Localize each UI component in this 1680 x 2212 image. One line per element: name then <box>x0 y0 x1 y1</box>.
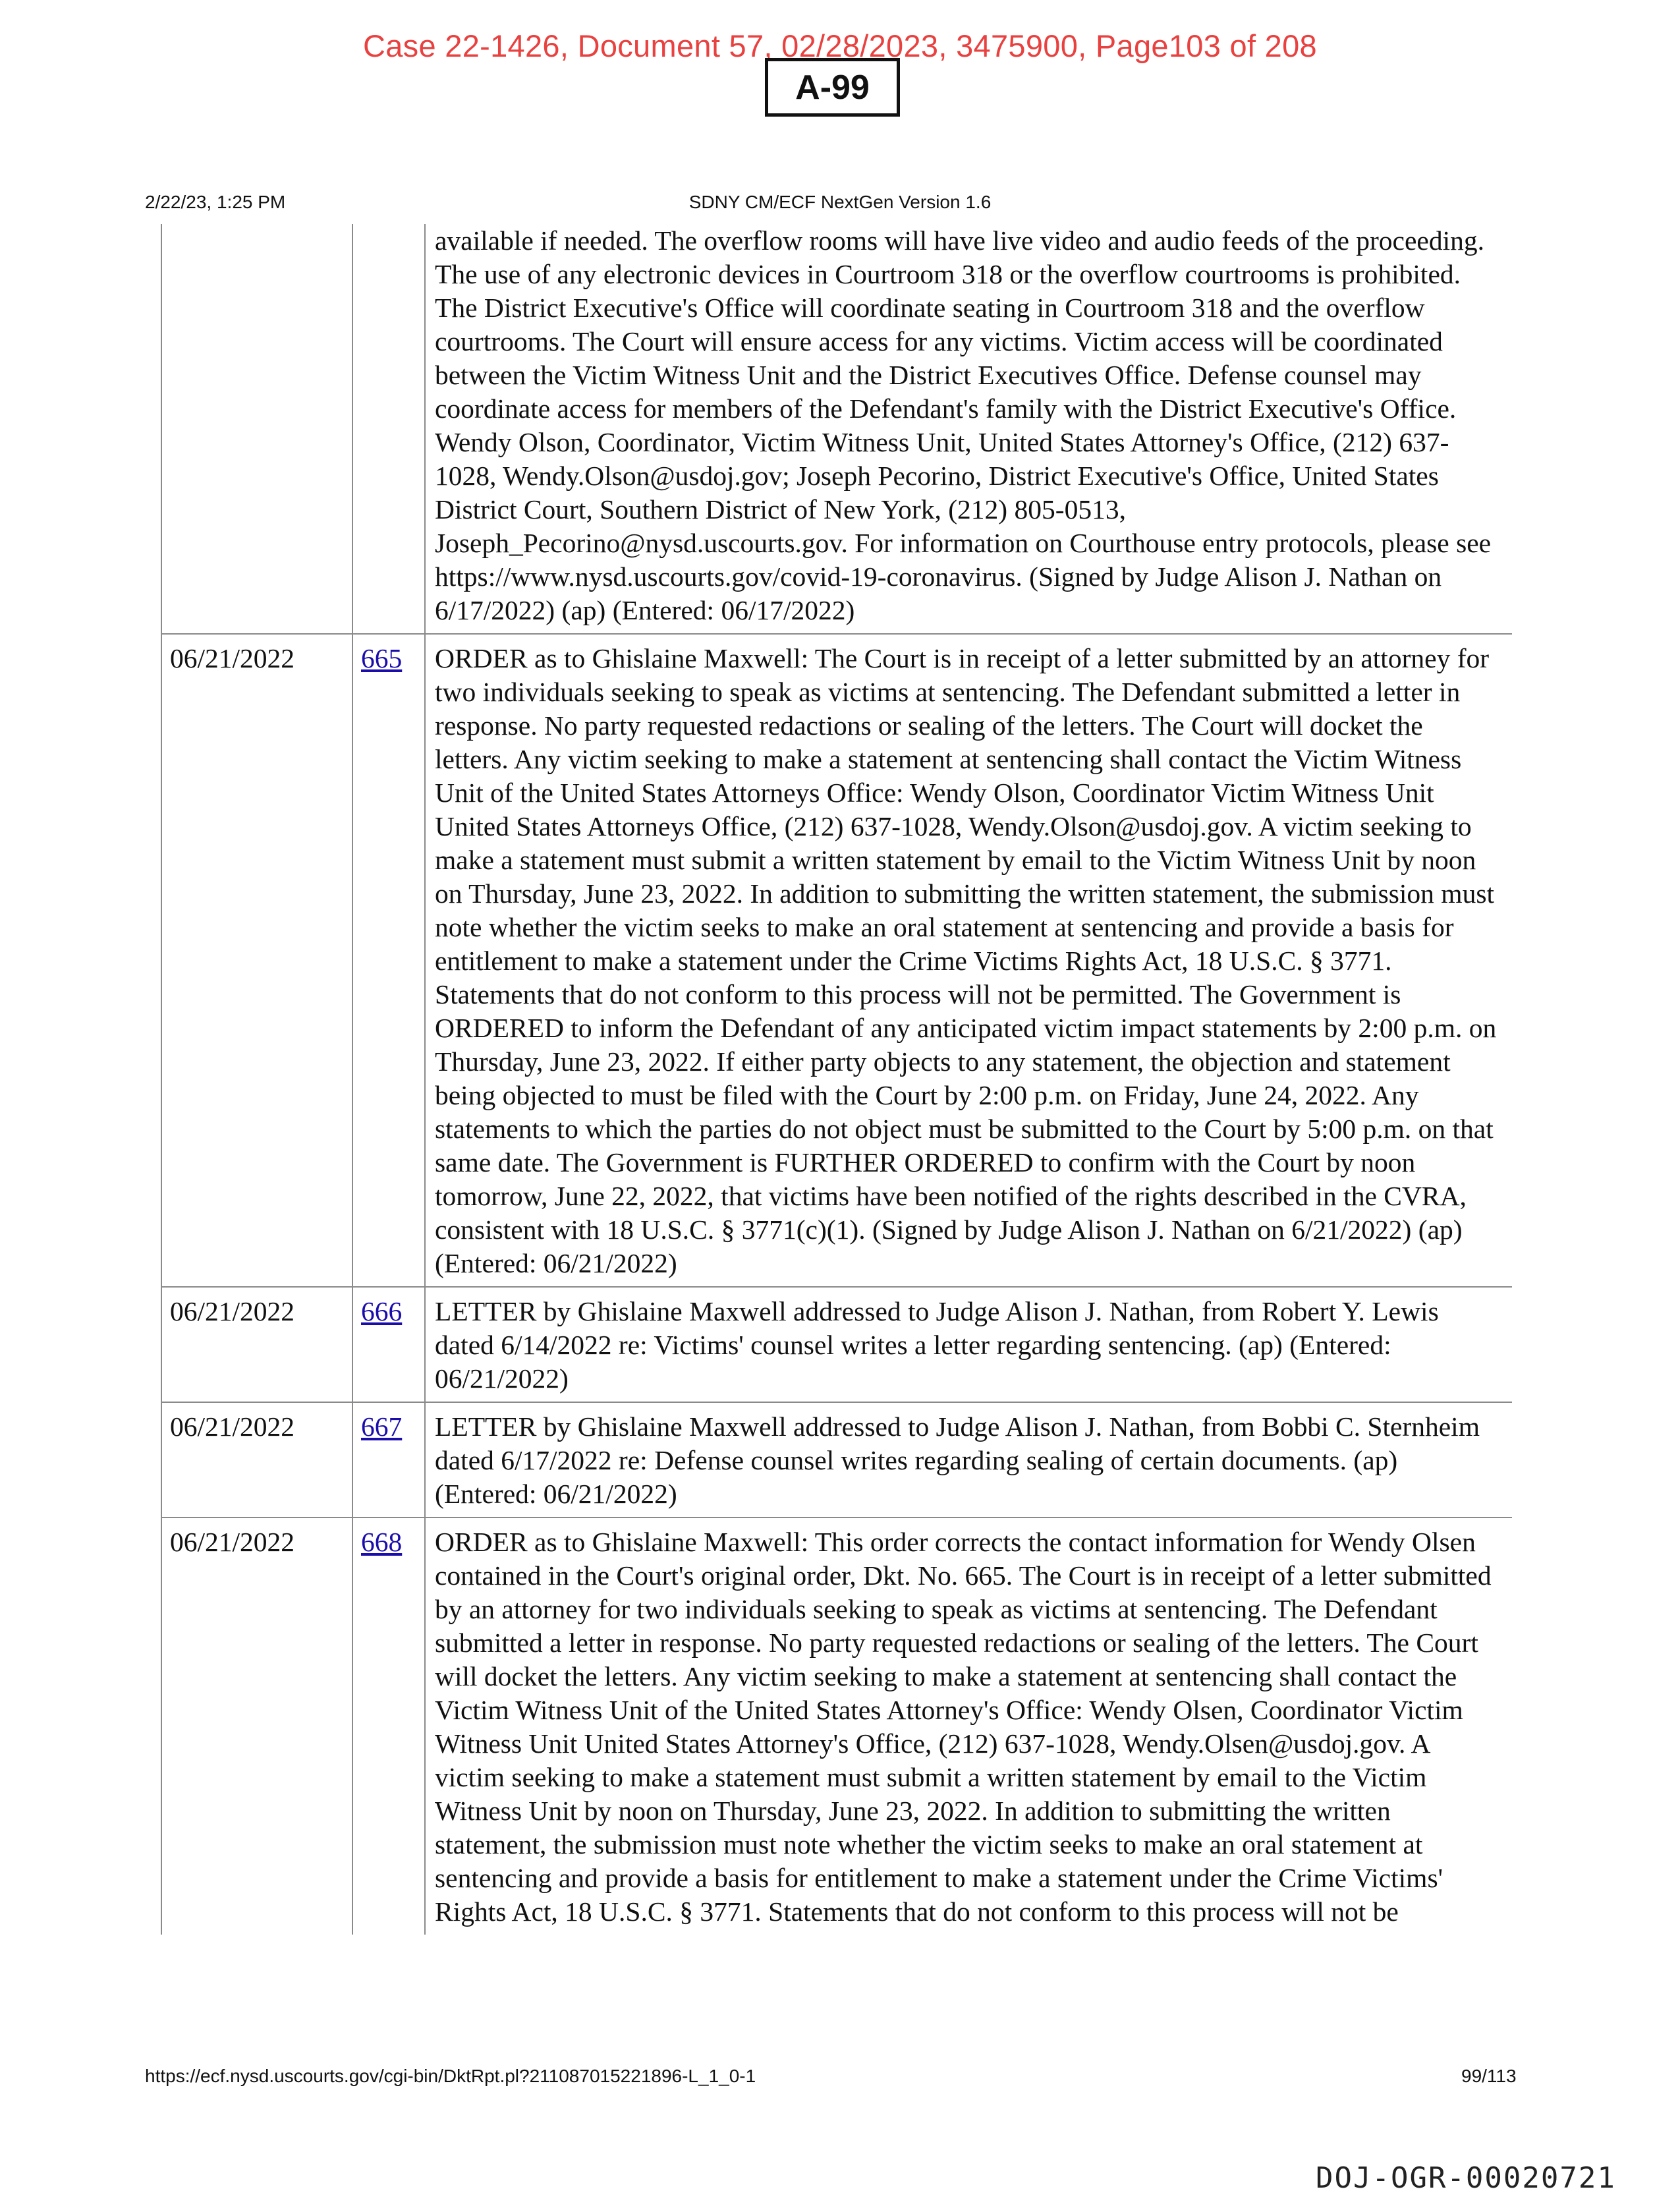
docket-row <box>161 1517 1512 1935</box>
docket-table-area <box>161 224 1512 2055</box>
entry-number <box>352 224 425 634</box>
entry-date: 06/21/2022 <box>161 634 352 1287</box>
docket-link-665[interactable]: 665 <box>361 643 403 673</box>
entry-text: available if needed. The overflow rooms will have live video and audio feeds of the proceeding. The use of any electronic devices in Courtroom 318 or the overflow courtrooms is prohibited. The District Executive's Office will coordinate seating in Courtroom 318 and the overflow courtrooms. The Court will ensure access for any victims. Victim access will be coordinated between the Victim Witness Unit and the District Executives Office. Defense counsel may coordinate access for members of the Defendant's family with the District Executive's Office. Wendy Olson, Coordinator, Victim Witness Unit, United States Attorney's Office, (212) 637-1028, Wendy.Olson@usdoj.gov; Joseph Pecorino, District Executive's Office, United States District Court, Southern District of New York, (212) 805-0513, Joseph_Pecorino@nysd.uscourts.gov. For information on Courthouse entry protocols, please see https://www.nysd.uscourts.gov/covid-19-coronavirus. (Signed by Judge Alison J. Nathan on 6/17/2022) (ap) (Entered: 06/17/2022) <box>425 224 1512 634</box>
docket-row <box>161 224 1512 634</box>
entry-number-cell <box>352 634 425 1287</box>
docket-link-668[interactable]: 668 <box>361 1527 403 1557</box>
footer-url: https://ecf.nysd.uscourts.gov/cgi-bin/DktRpt.pl?211087015221896-L_1_0-1 <box>145 2066 756 2086</box>
docket-row <box>161 1402 1512 1517</box>
entry-text: LETTER by Ghislaine Maxwell addressed to Judge Alison J. Nathan, from Bobbi C. Sternheim dated 6/17/2022 re: Defense counsel writes regarding sealing of certain documents. (ap) (Entered: 06/21/2022) <box>425 1402 1512 1517</box>
case-header: Case 22-1426, Document 57, 02/28/2023, 3475900, Page103 of 208 <box>363 28 1317 63</box>
bates-stamp: DOJ-OGR-00020721 <box>1316 2161 1616 2195</box>
exhibit-label: A-99 <box>765 58 900 117</box>
entry-number-cell <box>352 1402 425 1517</box>
print-datetime: 2/22/23, 1:25 PM <box>145 192 286 212</box>
entry-date: 06/21/2022 <box>161 1517 352 1935</box>
docket-link-666[interactable]: 666 <box>361 1296 403 1326</box>
entry-text: ORDER as to Ghislaine Maxwell: The Court is in receipt of a letter submitted by an attorney for two individuals seeking to speak as victims at sentencing. The Defendant submitted a letter in response. No party requested redactions or sealing of the letters. The Court will docket the letters. Any victim seeking to make a statement at sentencing shall contact the Victim Witness Unit of the United States Attorneys Office: Wendy Olson, Coordinator Victim Witness Unit United States Attorneys Office, (212) 637-1028, Wendy.Olson@usdoj.gov. A victim seeking to make a statement must submit a written statement by email to the Victim Witness Unit by noon on Thursday, June 23, 2022. In addition to submitting the written statement, the submission must note whether the victim seeks to make an oral statement at sentencing and provide a basis for entitlement to make a statement under the Crime Victims Rights Act, 18 U.S.C. § 3771. Statements that do not conform to this process will not be permitted. The Government is ORDERED to inform the Defendant of any anticipated victim impact statements by 2:00 p.m. on Thursday, June 23, 2022. If either party objects to any statement, the objection and statement being objected to must be filed with the Court by 2:00 p.m. on Friday, June 24, 2022. Any statements to which the parties do not object must be submitted to the Court by 5:00 p.m. on that same date. The Government is FURTHER ORDERED to confirm with the Court by noon tomorrow, June 22, 2022, that victims have been notified of the rights described in the CVRA, consistent with 18 U.S.C. § 3771(c)(1). (Signed by Judge Alison J. Nathan on 6/21/2022) (ap) (Entered: 06/21/2022) <box>425 634 1512 1287</box>
entry-date: 06/21/2022 <box>161 1402 352 1517</box>
entry-text: ORDER as to Ghislaine Maxwell: This order corrects the contact information for Wendy Olsen contained in the Court's original order, Dkt. No. 665. The Court is in receipt of a letter submitted by an attorney for two individuals seeking to speak as victims at sentencing. The Defendant submitted a letter in response. No party requested redactions or sealing of the letters. The Court will docket the letters. Any victim seeking to make a statement at sentencing shall contact the Victim Witness Unit of the United States Attorney's Office: Wendy Olsen, Coordinator Victim Witness Unit United States Attorney's Office, (212) 637-1028, Wendy.Olsen@usdoj.gov. A victim seeking to make a statement must submit a written statement by email to the Victim Witness Unit by noon on Thursday, June 23, 2022. In addition to submitting the written statement, the submission must note whether the victim seeks to make an oral statement at sentencing and provide a basis for entitlement to make a statement under the Crime Victims' Rights Act, 18 U.S.C. § 3771. Statements that do not conform to this process will not be <box>425 1517 1512 1935</box>
entry-number-cell <box>352 1517 425 1935</box>
docket-row <box>161 634 1512 1287</box>
docket-table <box>161 224 1512 1935</box>
entry-number-cell <box>352 1287 425 1402</box>
entry-date <box>161 224 352 634</box>
footer-page-number: 99/113 <box>1461 2066 1517 2086</box>
docket-row <box>161 1287 1512 1402</box>
entry-date: 06/21/2022 <box>161 1287 352 1402</box>
print-title: SDNY CM/ECF NextGen Version 1.6 <box>688 192 992 212</box>
docket-link-667[interactable]: 667 <box>361 1411 403 1442</box>
entry-text: LETTER by Ghislaine Maxwell addressed to Judge Alison J. Nathan, from Robert Y. Lewis dated 6/14/2022 re: Victims' counsel writes a letter regarding sentencing. (ap) (Entered: 06/21/2022) <box>425 1287 1512 1402</box>
